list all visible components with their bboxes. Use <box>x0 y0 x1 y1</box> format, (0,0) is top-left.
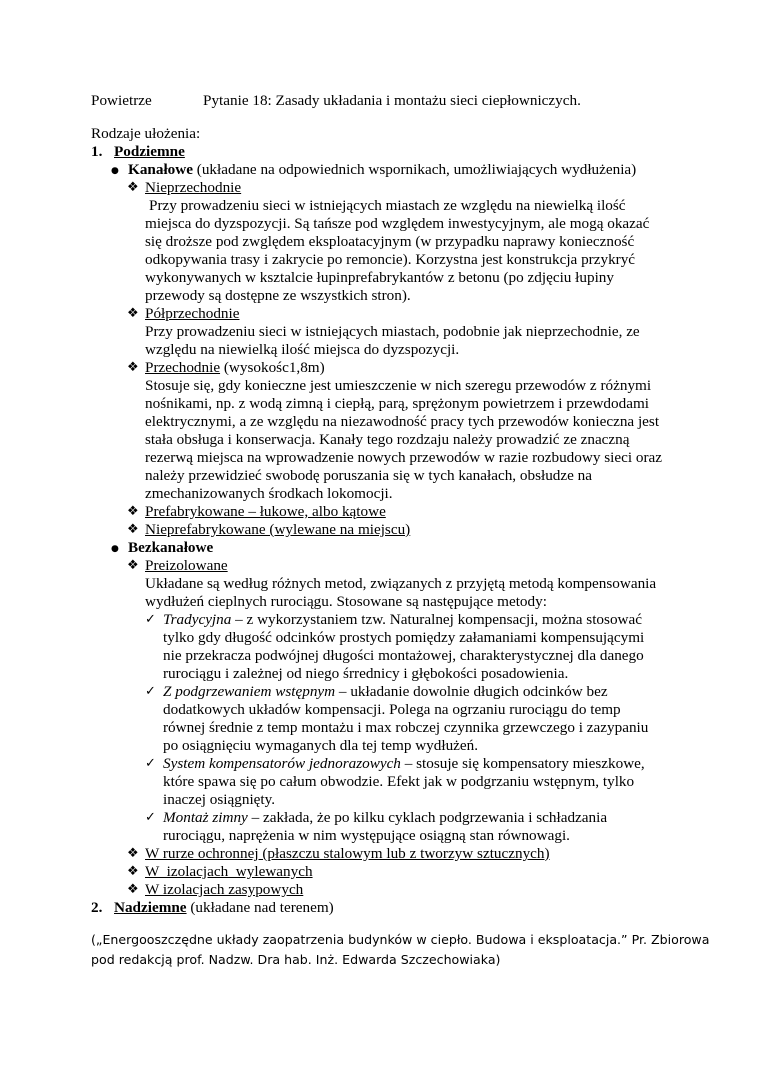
preizolowane-line: Układane są według różnych metod, związanych z przyjętą metodą kompensowania <box>145 575 657 592</box>
kanalowe-heading <box>128 161 636 179</box>
check-icon: ✓ <box>145 612 156 627</box>
nieprzechodnie-line: odkopywania trasy i zakrycie po remoncie). Korzystna jest konstrukcja przykryć <box>145 251 636 268</box>
przechodnie-line: zmechanizowanych środkach lokomocji. <box>145 485 393 502</box>
method-line: równej średnie z temp montażu i max robczej czynnika grzewczego i zazypaniu <box>163 719 649 736</box>
method-line: po osiągnięciu wymaganych dla tej temp wydłużeń. <box>163 737 479 754</box>
kanalowe-note: (układane na odpowiednich wspornikach, umożliwiających wydłużenia) <box>192 161 637 178</box>
check-icon: ✓ <box>145 684 156 699</box>
diamond-icon: ❖ <box>127 306 139 321</box>
diamond-icon: ❖ <box>127 180 139 195</box>
citation-line: pod redakcją prof. Nadzw. Dra hab. Inż. Edwarda Szczechowiaka) <box>91 952 501 967</box>
nieprzechodnie-line: się droższe pod zwględem eksploatacyjnym (w przypadku naprawy konieczność <box>145 233 635 250</box>
nieprefabrykowane-label: Nieprefabrykowane (wylewane na miejscu) <box>145 521 411 538</box>
przechodnie-line: elektrycznymi, a ze względu na niezawodność pracy tych przewodów konieczna jest <box>145 413 660 430</box>
subject-label: Powietrze <box>91 92 152 109</box>
method-text: – z wykorzystaniem tzw. Naturalnej kompensacji, można stosować <box>231 611 642 628</box>
nieprzechodnie-label: Nieprzechodnie <box>145 179 242 196</box>
polprzechodnie-line: względu na niewielką ilość miejsca do dyzspozycji. <box>145 341 460 358</box>
diamond-icon: ❖ <box>127 522 139 537</box>
method-line: inaczej osiągnięty. <box>163 791 276 808</box>
check-icon: ✓ <box>145 756 156 771</box>
bullet-icon: ● <box>111 166 119 176</box>
method-kompensatory <box>163 755 645 773</box>
method-montaz-zimny <box>163 809 607 827</box>
przechodnie-label: Przechodnie <box>145 359 221 376</box>
zasypowych-label: W izolacjach zasypowych <box>145 881 304 898</box>
method-line: tylko gdy długość odcinków prostych pomiędzy załamaniami kompensującymi <box>163 629 645 646</box>
polprzechodnie-label: Półprzechodnie <box>145 305 240 322</box>
prefabrykowane-label: Prefabrykowane – łukowe, albo kątowe <box>145 503 386 520</box>
rurze-label: W rurze ochronnej (płaszczu stalowym lub z tworzyw sztucznych) <box>145 845 550 862</box>
question-title: Pytanie 18: Zasady układania i montażu sieci ciepłowniczych. <box>203 92 581 109</box>
diamond-icon: ❖ <box>127 504 139 519</box>
diamond-icon: ❖ <box>127 360 139 375</box>
przechodnie-line: Stosuje się, gdy konieczne jest umieszczenie w nich szeregu przewodów z różnymi <box>145 377 652 394</box>
method-line: dodatkowych układów kompensacji. Polega na ogrzaniu rurociągu do temp <box>163 701 621 718</box>
przechodnie-line: nośnikami, np. z wodą zimną i ciepłą, parą, sprężonym powietrzem i przewdodami <box>145 395 649 412</box>
method-tradycyjna <box>163 611 642 629</box>
method-podgrzewanie <box>163 683 608 701</box>
intro-text: Rodzaje ułożenia: <box>91 125 201 142</box>
przechodnie-line: rezerwą miejsca na wprowadzenie nowych przewodów w razie rozbudowy sieci oraz <box>145 449 662 466</box>
method-text: – układanie dowolnie długich odcinków bez <box>335 683 608 700</box>
bullet-icon: ● <box>111 544 119 554</box>
method-name: Montaż zimny <box>163 809 248 826</box>
przechodnie-line: należy przewidzieć swobodę poruszania się w tych kanałach, obsłudze na <box>145 467 593 484</box>
preizolowane-line: wydłużeń cieplnych rurociągu. Stosowane są następujące metody: <box>145 593 547 610</box>
nieprzechodnie-line: miejsca do dyzspozycji. Są tańsze pod względem inwestycyjnym, ale mogą okazać <box>145 215 650 232</box>
section-1-title: Podziemne <box>114 143 185 160</box>
method-text: – zakłada, że po kilku cyklach podgrzewania i schładzania <box>247 809 608 826</box>
check-icon: ✓ <box>145 810 156 825</box>
przechodnie-line: stała obsługa i konserwacja. Kanały tego rozdzaju należy prowadzić ze znaczną <box>145 431 630 448</box>
nieprzechodnie-line: wykonywanych w ksztalcie łupinprefabrykantów z betonu (po zdjęciu łupiny <box>145 269 614 286</box>
wylewanych-label: W izolacjach wylewanych <box>145 863 313 880</box>
section-1-number: 1. <box>91 143 103 160</box>
diamond-icon: ❖ <box>127 846 139 861</box>
method-name: Tradycyjna <box>163 611 232 628</box>
diamond-icon: ❖ <box>127 882 139 897</box>
nieprzechodnie-line: przewody są dostępne ze wszystkich stron). <box>145 287 411 304</box>
method-line: rurociągu i zależnej od niego śrrednicy i głębokości posadowienia. <box>163 665 569 682</box>
method-name: Z podgrzewaniem wstępnym <box>163 683 336 700</box>
kanalowe-label: Kanałowe <box>128 161 193 178</box>
section-2-number: 2. <box>91 899 103 916</box>
method-text: – stosuje się kompensatory mieszkowe, <box>400 755 645 772</box>
method-name: System kompensatorów jednorazowych <box>163 755 401 772</box>
przechodnie-heading <box>145 359 325 377</box>
nieprzechodnie-line: Przy prowadzeniu sieci w istniejących miastach ze względu na niewielką ilość <box>149 197 626 214</box>
diamond-icon: ❖ <box>127 558 139 573</box>
polprzechodnie-line: Przy prowadzeniu sieci w istniejących miastach, podobnie jak nieprzechodnie, ze <box>145 323 640 340</box>
preizolowane-label: Preizolowane <box>145 557 228 574</box>
bezkanalowe-label: Bezkanałowe <box>128 539 214 556</box>
method-line: które spawa się po całum obwodzie. Efekt jak w podgrzaniu wstępnym, tylko <box>163 773 635 790</box>
method-line: nie przekracza podwójnej długości montażowej, charakterystycznej dla danego <box>163 647 644 664</box>
method-line: rurociągu, naprężenia w nim występujące osiągną stan równowagi. <box>163 827 570 844</box>
section-2-title: Nadziemne <box>114 899 187 916</box>
section-2-note: (układane nad terenem) <box>186 899 334 916</box>
przechodnie-note: (wysokośc1,8m) <box>220 359 325 376</box>
citation-line: („Energooszczędne układy zaopatrzenia budynków w ciepło. Budowa i eksploatacja.” Pr. Zbiorowa <box>91 932 710 947</box>
diamond-icon: ❖ <box>127 864 139 879</box>
section-2-heading <box>114 899 334 917</box>
